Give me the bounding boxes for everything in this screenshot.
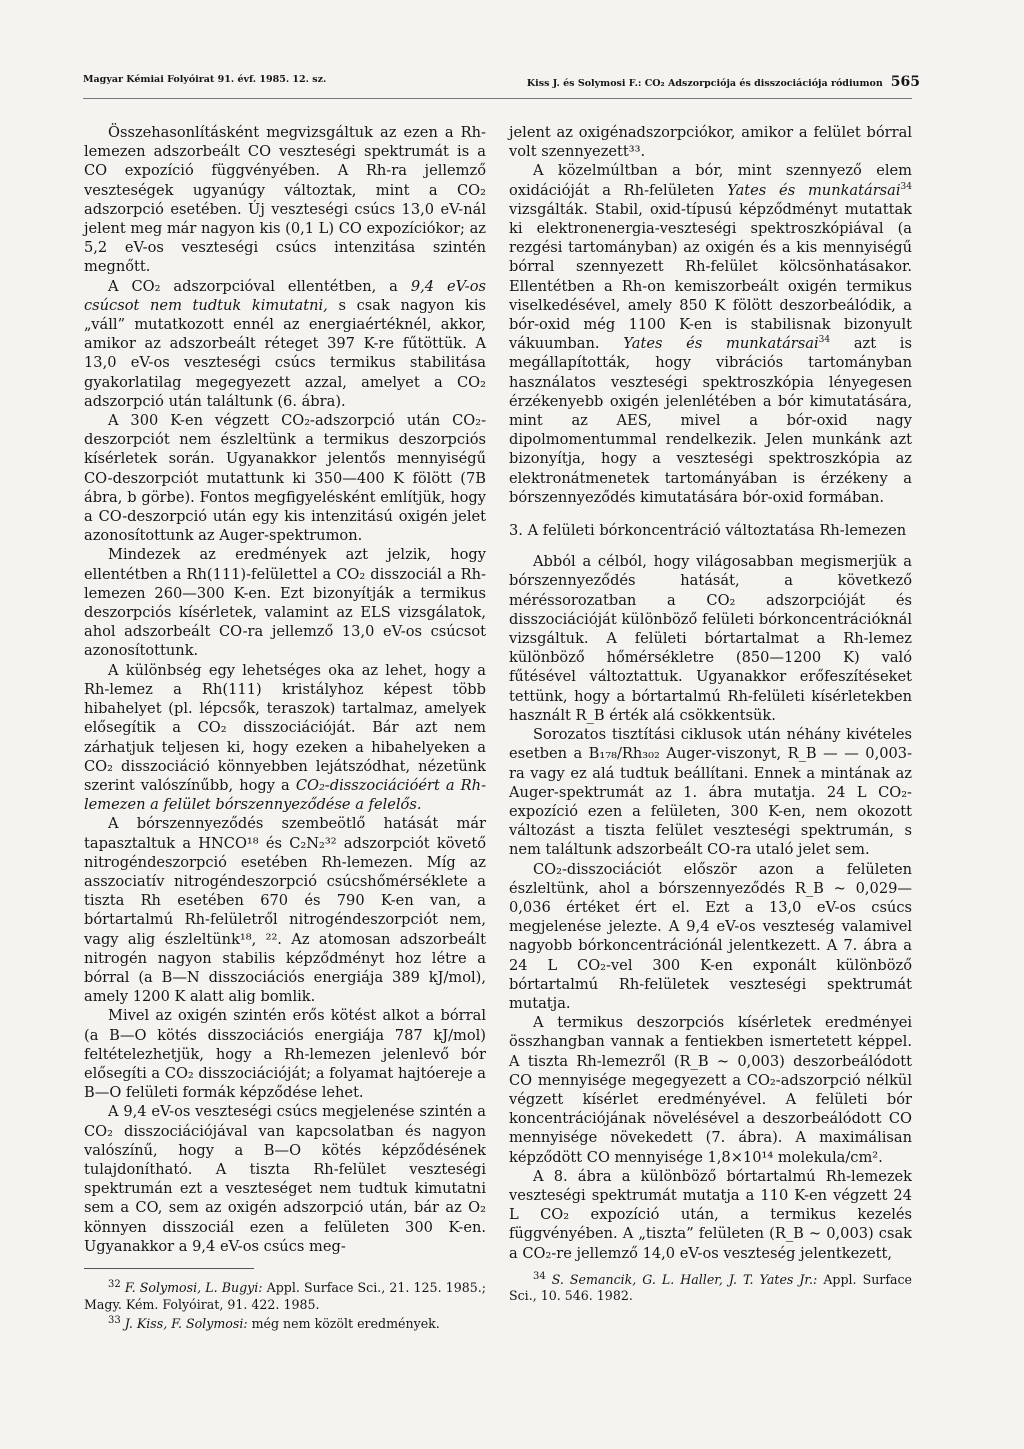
emphasis: Yates és munkatársai — [727, 181, 901, 199]
page-number: 565 — [890, 74, 920, 90]
paragraph: A termikus deszorpciós kísérletek eredményei összhangban vannak a fentiekben ismertetett képpel. A tiszta Rh-lemezről (R_B ~ 0,003) deszorbeálódott CO mennyisége megegyezett a CO₂-adszorpció nélkül végzett kísérlet eredményével. A felületi bór koncentrációjának növelésével a deszorbeálódott CO mennyisége növekedett (7. ábra). A maximálisan képződött CO mennyisége 1,8×10¹⁴ molekula/cm². — [509, 1014, 912, 1166]
paragraph: jelent az oxigénadszorpciókor, amikor a felület bórral volt szennyezett³³. — [509, 124, 912, 161]
article-header — [527, 74, 920, 90]
paragraph: A CO₂ adszorpcióval ellentétben, a 9,4 eV-os csúcsot nem tudtuk kimutatni, s csak nagyon kis „váll” mutatkozott ennél az energiaértéknél, akkor, amikor az adszorbeált réteget 397 K-re fűtöttük. A 13,0 eV-os veszteségi csúcs termikus stabilitása gyakorlatilag megegyezett azzal, amelyet a CO₂ adszorpció után találtunk (6. ábra). — [84, 277, 487, 410]
emphasis: 9,4 eV-os csúcsot nem tudtuk kimutatni, — [84, 277, 487, 314]
section-heading: 3. A felületi bórkoncentráció változtatása Rh-lemezen — [509, 522, 907, 540]
footnote: $^{33}$ J. Kiss, F. Solymosi: még nem közölt eredmények. — [108, 1315, 440, 1332]
header-rule — [83, 98, 912, 99]
emphasis: CO₂-disszociációért a Rh-lemezen a felület bórszennyeződése a felelős. — [84, 776, 486, 814]
paragraph: A különbség egy lehetséges oka az lehet, hogy a Rh-lemez a Rh(111) kristályhoz képest több hibahelyet (pl. lépcsők, teraszok) tartalmaz, amelyek elősegítik a CO₂ disszociációját. Bár azt nem zárhatjuk teljesen ki, hogy ezeken a hibahelyeken a CO₂ disszociáció könnyebben lejátszódhat, nézetünk szerint valószínűbb, hogy a CO₂-disszociációért a Rh-lemezen a felület bórszennyeződése a felelős. — [84, 661, 486, 814]
journal-header: Magyar Kémiai Folyóirat 91. évf. 1985. 12. sz. — [83, 74, 327, 85]
emphasis: Yates és munkatársai — [623, 335, 819, 353]
paragraph: Mindezek az eredmények azt jelzik, hogy ellentétben a Rh(111)-felülettel a CO₂ disszociál a Rh-lemezen 260—300 K-en. Ezt bizonyítják a termikus deszorpciós kísérletek, valamint az ELS vizsgálatok, ahol adszorbeált CO-ra jellemző 13,0 eV-os csúcsot azonosítottunk. — [84, 546, 486, 660]
paragraph: A 300 K-en végzett CO₂-adszorpció után CO₂-deszorpciót nem észleltünk a termikus deszorpciós kísérletek során. Ugyanakkor jelentős mennyiségű CO-deszorpciót mutattunk ki 350—400 K fölött (7B ábra, b görbe). Fontos megfigyelésként említjük, hogy a CO-deszorpció után egy kis intenzitású oxigén jelet azonosítottunk az Auger-spektrumon. — [84, 412, 486, 545]
paragraph: Összehasonlításként megvizsgáltuk az ezen a Rh-lemezen adszorbeált CO veszteségi spektrumát is a CO expozíció függvényében. A Rh-ra jellemző veszteségek ugyanúgy változtak, mint a CO₂ adszorpció esetében. Új veszteségi csúcs 13,0 eV-nál jelent meg már nagyon kis (0,1 L) CO expozíciókor; az 5,2 eV-os veszteségi csúcs intenzitása szintén megnőtt. — [84, 124, 486, 276]
footnote-rule — [84, 1268, 254, 1269]
left-column — [84, 123, 486, 1333]
article-title-header: Kiss J. és Solymosi F.: CO₂ Adszorpciója és disszociációja ródiumon — [526, 78, 883, 89]
paragraph: A közelmúltban a bór, mint szennyező elem oxidációját a Rh-felületen Yates és munkatársai$^{34}$ vizsgálták. Stabil, oxid-típusú képződményt mutattak ki elektronenergia-veszteségi spektroszkópiával (a rezgési tartományban) az oxigén és a kis mennyiségű bórral szennyezett Rh-felület kölcsönhatásakor. Ellentétben a Rh-on kemiszorbeált oxigén termikus viselkedésével, amely 850 K fölött deszorbeálódik, a bór-oxid még 1100 K-en is stabilisnak bizonyult vákuumban. Yates és munkatársai$^{34}$ azt is megállapították, hogy vibrációs tartományban használatos veszteségi spektroszkópia lényegesen érzékenyebb oxigén jelenlétében a bór kimutatására, mint az AES, mivel a bór-oxid nagy dipolmomentummal rendelkezik. Jelen munkánk azt bizonyítja, hogy a veszteségi spektroszkópia az elektronátmenetek tartományában is érzékeny a bórszennyeződés kimutatására bór-oxid formában. — [509, 162, 912, 506]
footnote: $^{34}$ S. Semancik, G. L. Haller, J. T. Yates Jr.: Appl. Surface Sci., 10. 546. 1982. — [509, 1270, 912, 1304]
paragraph: Sorozatos tisztítási ciklusok után néhány kivételes esetben a B₁₇₈/Rh₃₀₂ Auger-viszonyt, R_B — — 0,003-ra vagy ez alá tudtuk beállítani. Ennek a mintának az Auger-spektrumát az 1. ábra mutatja. 24 L CO₂-expozíció ezen a felületen, 300 K-en, nem okozott változást a tiszta felület veszteségi spektrumán, s nem találtunk adszorbeált CO-ra utaló jelet sem. — [509, 726, 912, 859]
footnote: $^{32}$ F. Solymosi, L. Bugyi: Appl. Surface Sci., 21. 125. 1985.; Magy. Kém. Folyóirat, 91. 422. 1985. — [84, 1278, 486, 1312]
paragraph: A bórszennyeződés szembeötlő hatását már tapasztaltuk a HNCO¹⁸ és C₂N₂³² adszorpciót követő nitrogéndeszorpció esetében Rh-lemezen. Míg az asszociatív nitrogéndeszorpció csúcshőmérséklete a tiszta Rh esetében 670 és 790 K-en van, a bórtartalmú Rh-felületről nitrogéndeszorpciót nem, vagy alig észleltünk¹⁸, ²². Az atomosan adszorbeált nitrogén nagyon stabilis képződményt hoz létre a bórral (a B—N disszociációs energiája 389 kJ/mol), amely 1200 K alatt alig bomlik. — [84, 815, 486, 1006]
paragraph: Mivel az oxigén szintén erős kötést alkot a bórral (a B—O kötés disszociációs energiája 787 kJ/mol) feltételezhetjük, hogy a Rh-lemezen jelenlevő bór elősegíti a CO₂ disszociációját; a folyamat hajtóereje a B—O felületi formák képződése lehet. — [84, 1007, 486, 1102]
right-column — [509, 123, 912, 1305]
paragraph: A 8. ábra a különböző bórtartalmú Rh-lemezek veszteségi spektrumát mutatja a 110 K-en végzett 24 L CO₂ expozíció után, a termikus kezelés függvényében. A „tiszta” felületen (R_B ~ 0,003) csak a CO₂-re jellemző 14,0 eV-os veszteség jelentkezett, — [509, 1167, 912, 1262]
paragraph: Abból a célból, hogy világosabban megismerjük a bórszennyeződés hatását, a következő méréssorozatban a CO₂ adszorpcióját és disszociációját különböző felületi bórkoncentrációknál vizsgáltuk. A felületi bórtartalmat a Rh-lemez különböző hőmérsékletre (850—1200 K) való fűtésével változtattuk. Ugyanakkor erőfeszítéseket tettünk, hogy a bórtartalmú Rh-felületi kísérletekben használt R_B érték alá csökkentsük. — [509, 553, 912, 724]
paragraph: A 9,4 eV-os veszteségi csúcs megjelenése szintén a CO₂ disszociációjával van kapcsolatban és nagyon valószínű, hogy a B—O kötés képződésének tulajdonítható. A tiszta Rh-felület veszteségi spektrumán ezt a veszteséget nem tudtuk kimutatni sem a CO, sem az oxigén adszorpció után, bár az O₂ könnyen disszociál ezen a felületen 300 K-en. Ugyanakkor a 9,4 eV-os csúcs meg- — [84, 1103, 486, 1255]
paragraph: CO₂-disszociációt először azon a felületen észleltünk, ahol a bórszennyeződés R_B ~ 0,029—0,036 értéket ért el. Ezt a 13,0 eV-os csúcs megjelenése jelezte. A 9,4 eV-os veszteség valamivel nagyobb bórkoncentrációnál jelentkezett. A 7. ábra a 24 L CO₂-vel 300 K-en exponált különböző bórtartalmú Rh-felületek veszteségi spektrumát mutatja. — [509, 860, 912, 1012]
